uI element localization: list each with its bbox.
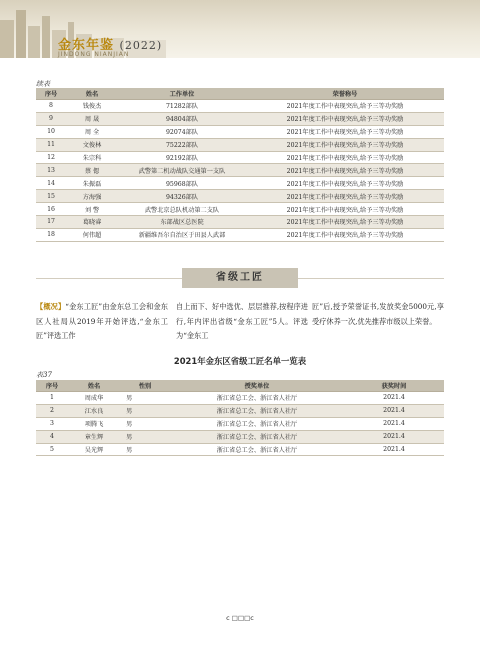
table-cell: 94326部队 [118,190,246,203]
table-cell: 男 [120,404,170,417]
table-row [36,164,444,177]
table-row [36,112,444,125]
table-row [36,203,444,216]
table-cell: 刘 警 [66,203,118,216]
paragraph-column-1 [36,300,168,344]
page-footer: c □□□c [226,614,254,622]
table-cell: 16 [36,203,66,216]
table-row [36,190,444,203]
column-header: 性别 [120,380,170,392]
table-cell: 75222部队 [118,138,246,151]
table-cell: 男 [120,443,170,456]
brand-subtitle: JINDONG NIANJIAN [58,51,130,58]
table-cell: 2021.4 [344,404,444,417]
table-row [36,177,444,190]
table-cell: 2021年度工作中表现突出,给予三等功奖励 [246,228,444,241]
table-row [36,216,444,229]
table-cell: 5 [36,443,68,456]
table-cell: 浙江省总工会、浙江省人社厅 [170,404,344,417]
table-cell: 男 [120,430,170,443]
table-cell: 朱振磊 [66,177,118,190]
table-cell: 2021年度工作中表现突出,给予三等功奖励 [246,177,444,190]
table-cell: 94804部队 [118,112,246,125]
table-cell: 章生辉 [68,430,120,443]
column-header: 序号 [36,88,66,100]
table1-caption: 续表 [36,80,50,88]
table-header-row [36,88,444,100]
table-cell: 吴光辉 [68,443,120,456]
table2-title: 2021年金东区省级工匠名单一览表 [173,356,307,366]
table-cell: 2021年度工作中表现突出,给予三等功奖励 [246,125,444,138]
table2-caption: 表37 [36,371,52,379]
table-cell: 浙江省总工会、浙江省人社厅 [170,430,344,443]
honor-table [36,88,444,242]
table-cell: 2021年度工作中表现突出,给予三等功奖励 [246,151,444,164]
column-header: 授奖单位 [170,380,344,392]
table-cell: 新疆维吾尔自治区于田县人武部 [118,228,246,241]
table-cell: 2021.4 [344,443,444,456]
table-row [36,443,444,456]
table-cell: 3 [36,417,68,430]
table-cell: 4 [36,430,68,443]
table-row [36,100,444,113]
column-header: 工作单位 [118,88,246,100]
table-cell: 95968部队 [118,177,246,190]
table-row [36,404,444,417]
table-cell: 何伟超 [66,228,118,241]
table-cell: 浙江省总工会、浙江省人社厅 [170,417,344,430]
table-cell: 2021年度工作中表现突出,给予三等功奖励 [246,100,444,113]
table-cell: 男 [120,417,170,430]
table-cell: 葛晓睿 [66,216,118,229]
table-cell: 15 [36,190,66,203]
table-cell: 蔡 偲 [66,164,118,177]
table-cell: 浙江省总工会、浙江省人社厅 [170,392,344,405]
table-cell: 13 [36,164,66,177]
table-cell: 2021年度工作中表现突出,给予三等功奖励 [246,112,444,125]
table-cell: 17 [36,216,66,229]
table-row [36,228,444,241]
table-cell: 2021.4 [344,417,444,430]
brand-year: (2022) [119,39,163,52]
table-cell: 周 晟 [66,112,118,125]
table-cell: 2021年度工作中表现突出,给予三等功奖励 [246,203,444,216]
table-row [36,417,444,430]
table-cell: 项腾飞 [68,417,120,430]
table-cell: 2021年度工作中表现突出,给予三等功奖励 [246,164,444,177]
table-row [36,430,444,443]
table-cell: 14 [36,177,66,190]
column-header: 姓名 [68,380,120,392]
table-row [36,125,444,138]
table-cell: 9 [36,112,66,125]
table-cell: 1 [36,392,68,405]
table-cell: 8 [36,100,66,113]
table-cell: 92192部队 [118,151,246,164]
table-cell: 18 [36,228,66,241]
column-header: 荣誉称号 [246,88,444,100]
brand-title: 金东年鉴 [58,38,115,53]
table-cell: 浙江省总工会、浙江省人社厅 [170,443,344,456]
table-cell: 周成华 [68,392,120,405]
column-header: 获奖时间 [344,380,444,392]
table-cell: 武警第二机动战队交通第一支队 [118,164,246,177]
paragraph-column-2: 自上而下、好中选优、层层推荐,按程序进行,年内评出省级“金东工匠”5人。评选为“金东工 [176,302,308,340]
table-cell: 2021年度工作中表现突出,给予三等功奖励 [246,190,444,203]
craftsman-table [36,380,444,456]
paragraph-tag: 【概况】 [36,302,66,311]
table-cell: 周 全 [66,125,118,138]
paragraph-column-3: 匠”后,授予荣誉证书,发放奖金5000元,享受疗休养一次,优先推荐市级以上荣誉。 [312,302,444,326]
table-row [36,392,444,405]
table-cell: 方海强 [66,190,118,203]
table-cell: 11 [36,138,66,151]
table-cell: 朱宗科 [66,151,118,164]
table-cell: 钱俊杰 [66,100,118,113]
column-header: 序号 [36,380,68,392]
table-row [36,151,444,164]
table-cell: 武警北京总队机动第二支队 [118,203,246,216]
table-cell: 男 [120,392,170,405]
table-cell: 2021.4 [344,392,444,405]
table-cell: 12 [36,151,66,164]
table-cell: 文俊林 [66,138,118,151]
table-cell: 2021.4 [344,430,444,443]
column-header: 姓名 [66,88,118,100]
table-cell: 东部战区总医院 [118,216,246,229]
table-cell: 江水良 [68,404,120,417]
section-title: 省级工匠 [182,268,298,288]
paragraph-text: “金东工匠”由金东总工会和金东区人社局从2019年开始评选,“金东工匠”评选工作 [36,302,168,340]
table-cell: 71282部队 [118,100,246,113]
table-cell: 2021年度工作中表现突出,给予三等功奖励 [246,216,444,229]
table-row [36,138,444,151]
table-cell: 10 [36,125,66,138]
table-cell: 2 [36,404,68,417]
table-cell: 2021年度工作中表现突出,给予三等功奖励 [246,138,444,151]
table-cell: 92074部队 [118,125,246,138]
table-header-row [36,380,444,392]
